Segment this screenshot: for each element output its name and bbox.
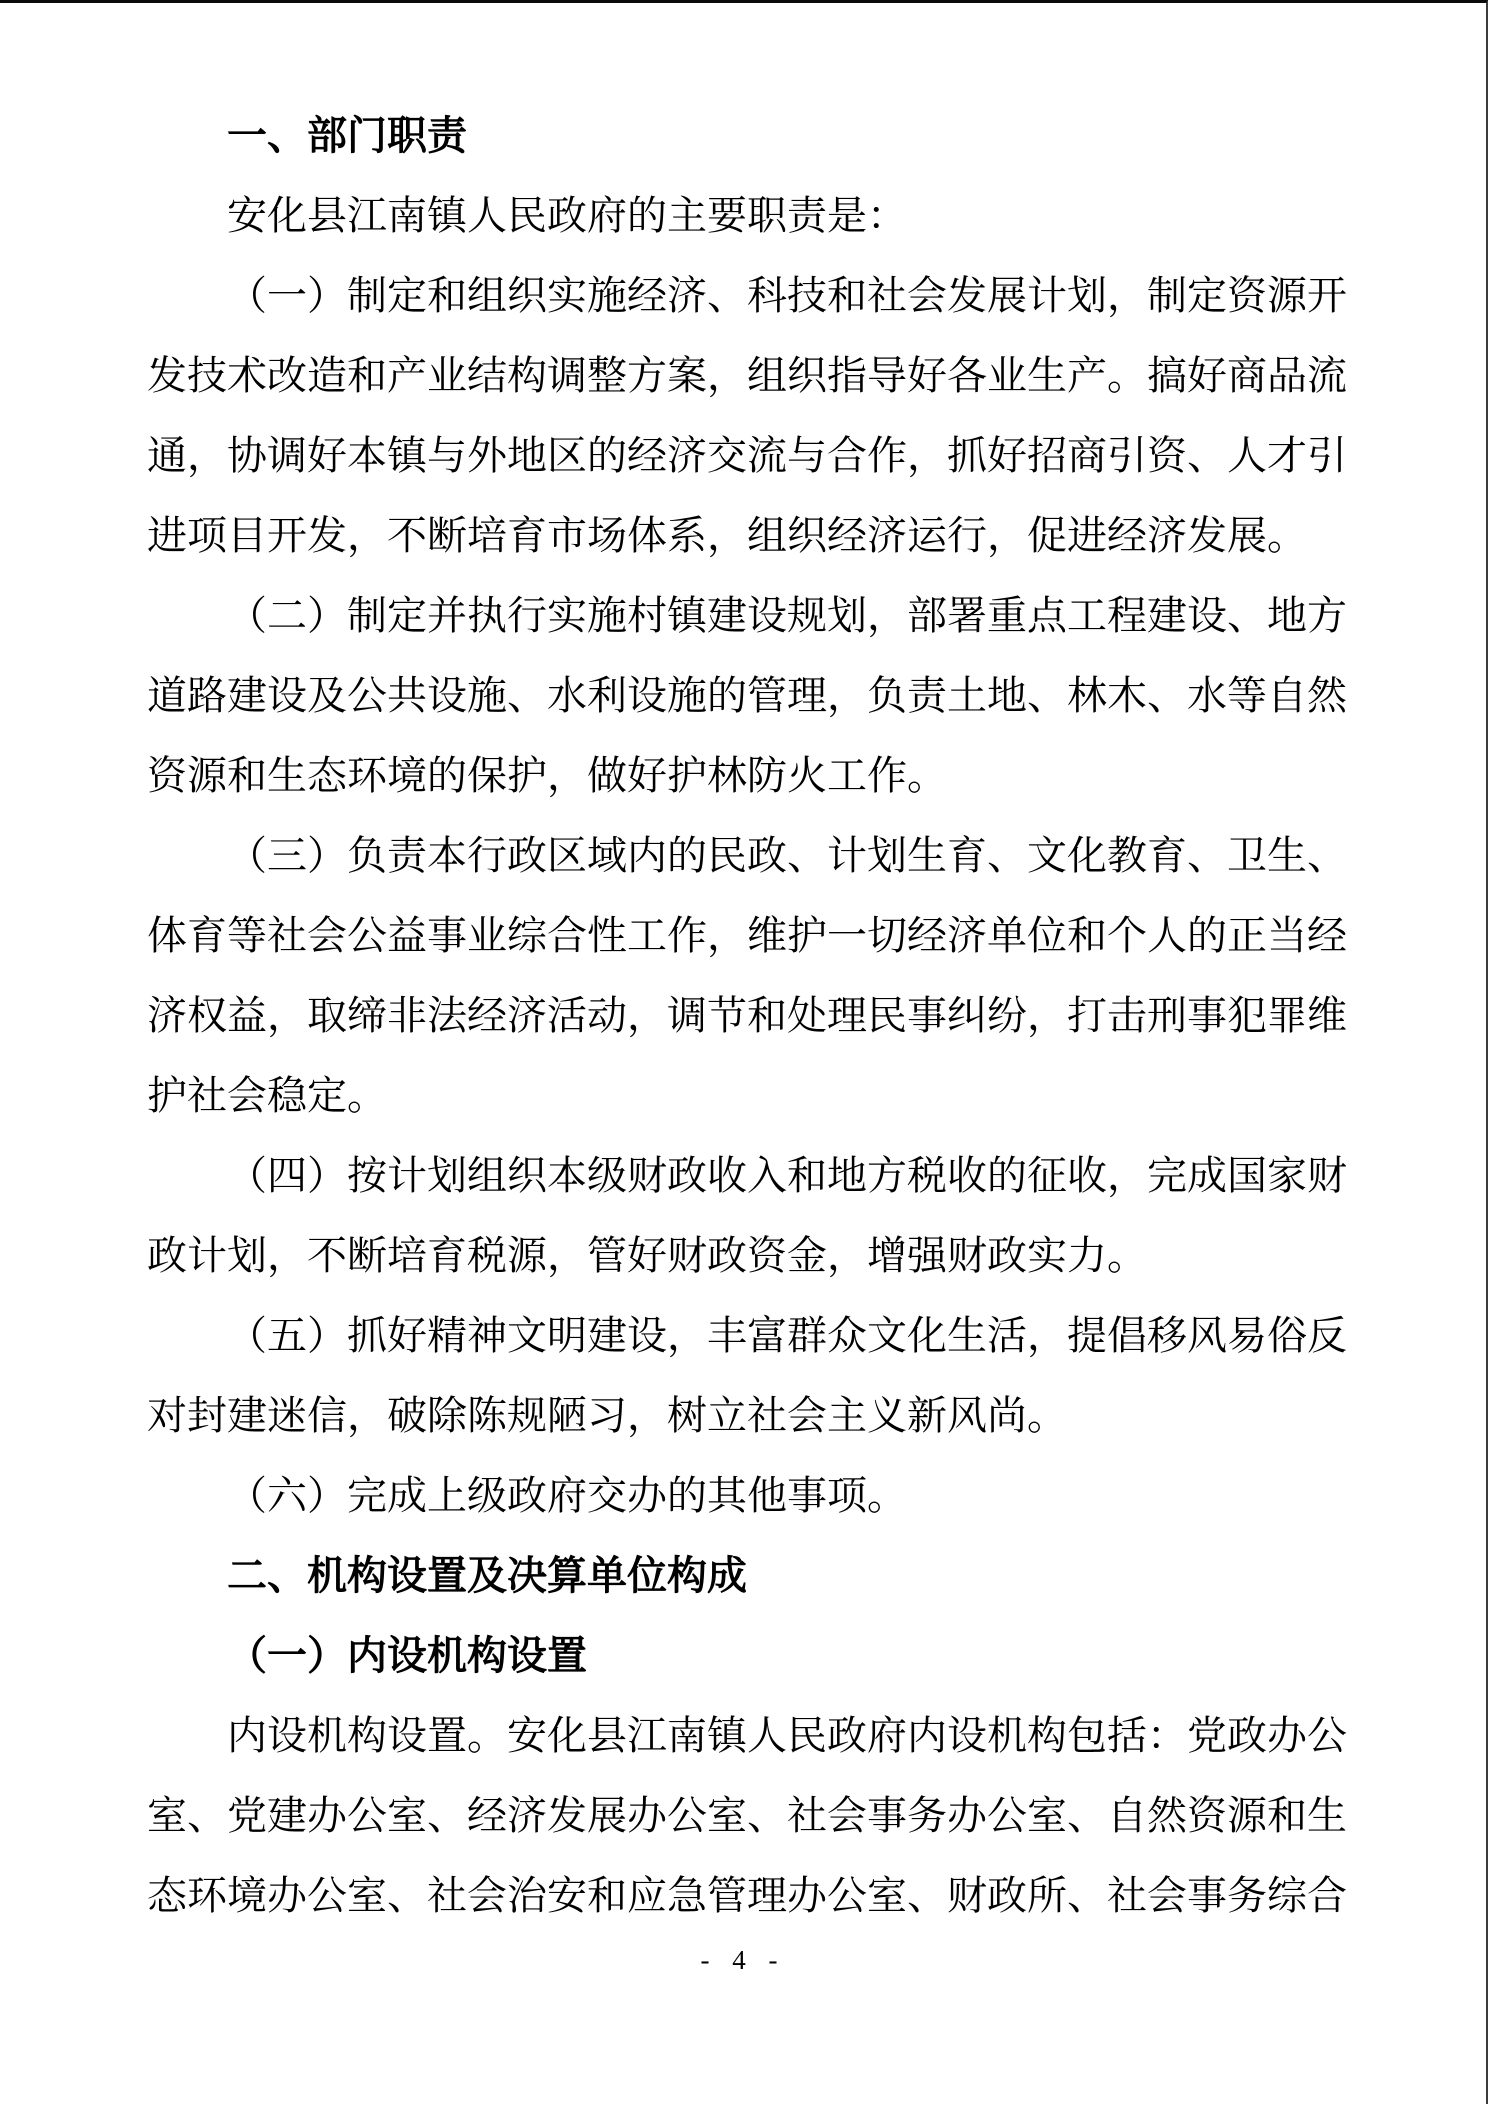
section-heading: 二、机构设置及决算单位构成	[227, 1554, 747, 1598]
text-line: （一）制定和组织实施经济、科技和社会发展计划，制定资源开	[227, 273, 1347, 318]
text-line: （二）制定并执行实施村镇建设规划，部署重点工程建设、地方	[227, 593, 1347, 638]
text-line: 态环境办公室、社会治安和应急管理办公室、财政所、社会事务综合	[147, 1873, 1347, 1918]
text-line: 济权益，取缔非法经济活动，调节和处理民事纠纷，打击刑事犯罪维	[147, 993, 1347, 1038]
text-line: 通，协调好本镇与外地区的经济交流与合作，抓好招商引资、人才引	[147, 433, 1347, 478]
section-heading: （一）内设机构设置	[227, 1634, 587, 1678]
text-line: 资源和生态环境的保护，做好护林防火工作。	[147, 753, 947, 798]
page-number: - 4 -	[700, 1945, 786, 1975]
text-line: 对封建迷信，破除陈规陋习，树立社会主义新风尚。	[147, 1393, 1067, 1438]
text-line: （六）完成上级政府交办的其他事项。	[227, 1473, 907, 1518]
text-line: （五）抓好精神文明建设，丰富群众文化生活，提倡移风易俗反	[227, 1313, 1347, 1358]
text-line: 道路建设及公共设施、水利设施的管理，负责土地、林木、水等自然	[147, 673, 1347, 718]
text-line: 发技术改造和产业结构调整方案，组织指导好各业生产。搞好商品流	[147, 353, 1347, 398]
text-line: 护社会稳定。	[147, 1073, 387, 1118]
text-line: （三）负责本行政区域内的民政、计划生育、文化教育、卫生、	[227, 833, 1347, 878]
text-line: 政计划，不断培育税源，管好财政资金，增强财政实力。	[147, 1233, 1147, 1278]
text-line: （四）按计划组织本级财政收入和地方税收的征收，完成国家财	[227, 1153, 1347, 1198]
document-body	[147, 96, 1347, 1936]
text-line: 内设机构设置。安化县江南镇人民政府内设机构包括：党政办公	[227, 1713, 1347, 1758]
text-line: 体育等社会公益事业综合性工作，维护一切经济单位和个人的正当经	[147, 913, 1347, 958]
text-line: 室、党建办公室、经济发展办公室、社会事务办公室、自然资源和生	[147, 1793, 1347, 1838]
text-line: 进项目开发，不断培育市场体系，组织经济运行，促进经济发展。	[147, 513, 1307, 558]
section-heading: 一、部门职责	[227, 114, 467, 158]
text-line: 安化县江南镇人民政府的主要职责是：	[227, 193, 907, 238]
